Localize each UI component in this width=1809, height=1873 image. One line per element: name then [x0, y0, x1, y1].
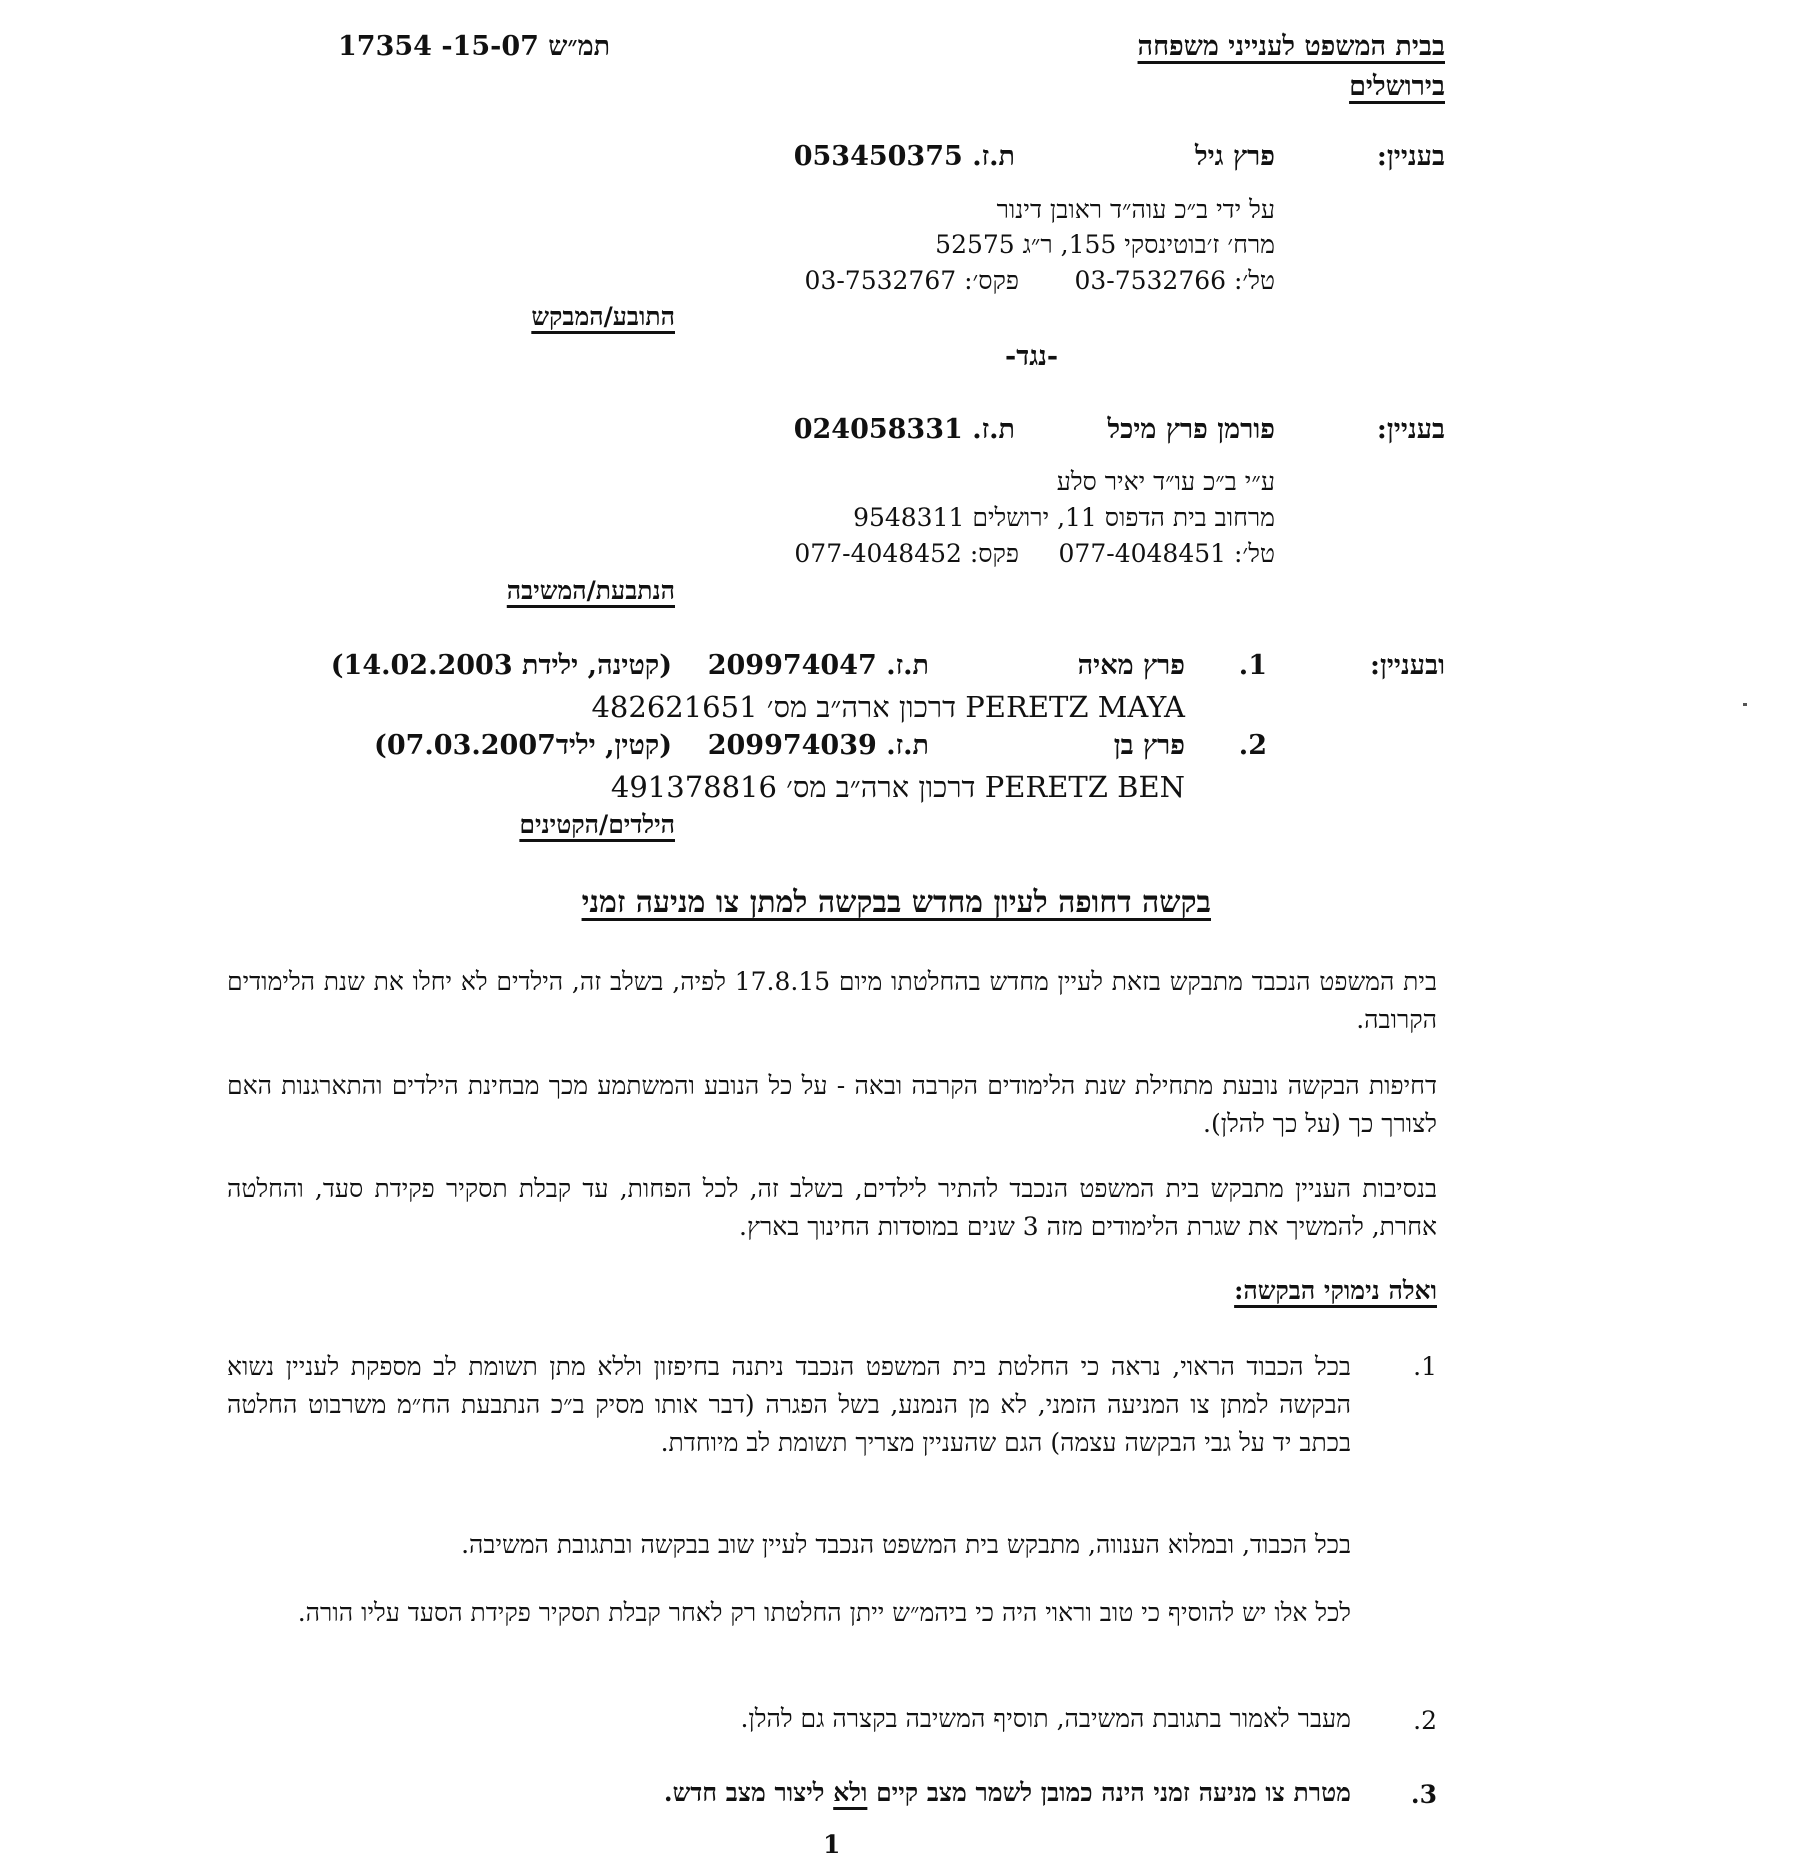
paragraph-2: דחיפות הבקשה נובעת מתחילת שנת הלימודים הקרבה ובאה - על כל הנובע והמשתמע מכך מבחינת הילדים והתארגנות האם לצורך כך (על כך להלן). — [227, 1071, 1437, 1138]
point2-number: 2. — [1413, 1706, 1437, 1735]
party1-phone: טל׳: 03-7532766 — [1074, 266, 1275, 295]
document-title: בקשה דחופה לעיון מחדש בבקשה למתן צו מניעה זמני — [581, 885, 1211, 920]
party2-lawyer: ע״י ב״כ עו״ד יאיר סלע — [1056, 467, 1275, 496]
scan-speck — [1743, 703, 1747, 706]
court-location: בירושלים — [1349, 71, 1445, 102]
party2-id: ת.ז. 024058331 — [793, 414, 1015, 445]
party1-label: בעניין: — [1376, 141, 1445, 172]
point1-number: 1. — [1413, 1352, 1437, 1381]
party2-address: מרחוב בית הדפוס 11, ירושלים 9548311 — [853, 503, 1275, 532]
party2-label: בעניין: — [1376, 414, 1445, 445]
paragraph-1: בית המשפט הנכבד מתבקש בזאת לעיין מחדש בהחלטתו מיום 17.8.15 לפיה, בשלב זה, הילדים לא יחלו את שנת הלימודים הקרובה. — [227, 967, 1437, 1034]
child1-passport: PERETZ MAYA דרכון ארה״ב מס׳ 482621651 — [591, 690, 1185, 724]
child2-number: 2. — [1238, 730, 1267, 761]
party2-name: פורמן פרץ מיכל — [1107, 414, 1275, 445]
child2-name: פרץ בן — [1113, 730, 1185, 761]
point1-text: בכל הכבוד הראוי, נראה כי החלטת בית המשפט הנכבד ניתנה בחיפזון וללא מתן תשומת לב מספקת לעניין נשוא הבקשה למתן צו המניעה הזמני, לא מן הנמנע, בשל הפגרה (דבר אותו מסיק ב״כ הנתבעת הח״מ משרבוט החלטה בכתב יד על גבי הבקשה עצמה) הגם שהעניין מצריך תשומת לב מיוחדת. — [227, 1352, 1351, 1457]
point3-text-underlined: ולא — [833, 1778, 868, 1807]
child1-number: 1. — [1238, 650, 1267, 681]
party1-lawyer: על ידי ב״כ עוה״ד ראובן דינור — [996, 195, 1275, 224]
child2-note: (קטין, יליד07.03.2007) — [374, 730, 672, 761]
party1-address: מרח׳ ז׳בוטינסקי 155, ר״ג 52575 — [935, 230, 1275, 259]
party2-phone: טל׳: 077-4048451 — [1058, 539, 1275, 568]
child1-name: פרץ מאיה — [1077, 650, 1185, 681]
children-label: ובעניין: — [1370, 650, 1445, 681]
party2-role: הנתבעת/המשיבה — [506, 576, 675, 605]
point3-text — [664, 1780, 1351, 1805]
child2-id: ת.ז. 209974039 — [707, 730, 929, 761]
party1-fax: פקס׳: 03-7532767 — [804, 266, 1019, 295]
case-number: תמ״ש 15-07- 17354 — [338, 31, 611, 62]
child1-id: ת.ז. 209974047 — [707, 650, 929, 681]
versus-label: -נגד- — [1005, 341, 1059, 372]
party2-fax: פקס: 077-4048452 — [794, 539, 1019, 568]
child1-note: (קטינה, ילידת 14.02.2003) — [330, 650, 672, 681]
court-name: בבית המשפט לענייני משפחה — [1137, 31, 1445, 62]
party1-role: התובע/המבקש — [531, 302, 675, 331]
point3-text-after: ליצור מצב חדש. — [663, 1778, 834, 1807]
point3-number: 3. — [1410, 1780, 1437, 1809]
page-number: 1 — [823, 1830, 841, 1859]
party1-id: ת.ז. 053450375 — [793, 141, 1015, 172]
children-role: הילדים/הקטינים — [519, 810, 675, 839]
point2-text: מעבר לאמור בתגובת המשיבה, תוסיף המשיבה בקצרה גם להלן. — [740, 1704, 1351, 1733]
paragraph-3: בנסיבות העניין מתבקש בית המשפט הנכבד להתיר לילדים, בשלב זה, לכל הפחות, עד קבלת תסקיר פקידת סעד, והחלטה אחרת, להמשיך את שגרת הלימודים מזה 3 שנים במוסדות החינוך בארץ. — [227, 1174, 1437, 1241]
child2-passport: PERETZ BEN דרכון ארה״ב מס׳ 491378816 — [610, 770, 1185, 804]
party1-name: פרץ גיל — [1194, 141, 1275, 172]
reasons-heading: ואלה נימוקי הבקשה: — [1234, 1276, 1437, 1305]
point1-extra-1: בכל הכבוד, ובמלוא הענווה, מתבקש בית המשפט הנכבד לעיין שוב בבקשה ובתגובת המשיבה. — [461, 1530, 1351, 1559]
point1-extra-2: לכל אלו יש להוסיף כי טוב וראוי היה כי ביהמ״ש ייתן החלטתו רק לאחר קבלת תסקיר פקידת הסעד עליו הורה. — [297, 1598, 1351, 1627]
point3-text-before: מטרת צו מניעה זמני הינה כמובן לשמר מצב קיים — [867, 1778, 1351, 1807]
